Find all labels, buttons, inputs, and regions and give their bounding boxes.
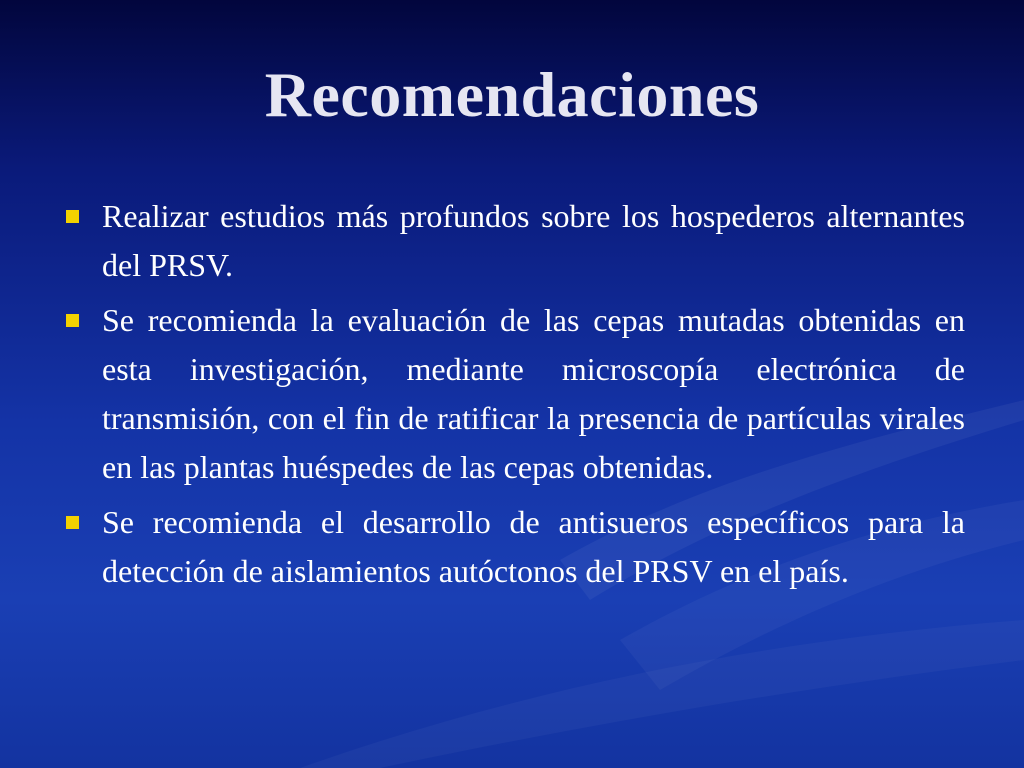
bullet-item [60, 498, 965, 596]
bullet-list [60, 192, 965, 602]
bullet-text: Realizar estudios más profundos sobre los hospederos alternantes del PRSV. [102, 198, 965, 283]
bullet-item [60, 192, 965, 290]
bullet-item [60, 296, 965, 492]
square-bullet-icon [66, 314, 79, 327]
bullet-text: Se recomienda la evaluación de las cepas mutadas obtenidas en esta investigación, mediante microscopía electrónica de transmisión, con el fin de ratificar la presencia de partículas virales en las plantas huéspedes de las cepas obtenidas. [102, 302, 965, 485]
bullet-text: Se recomienda el desarrollo de antisueros específicos para la detección de aislamientos autóctonos del PRSV en el país. [102, 504, 965, 589]
square-bullet-icon [66, 210, 79, 223]
square-bullet-icon [66, 516, 79, 529]
slide-title: Recomendaciones [264, 59, 760, 130]
